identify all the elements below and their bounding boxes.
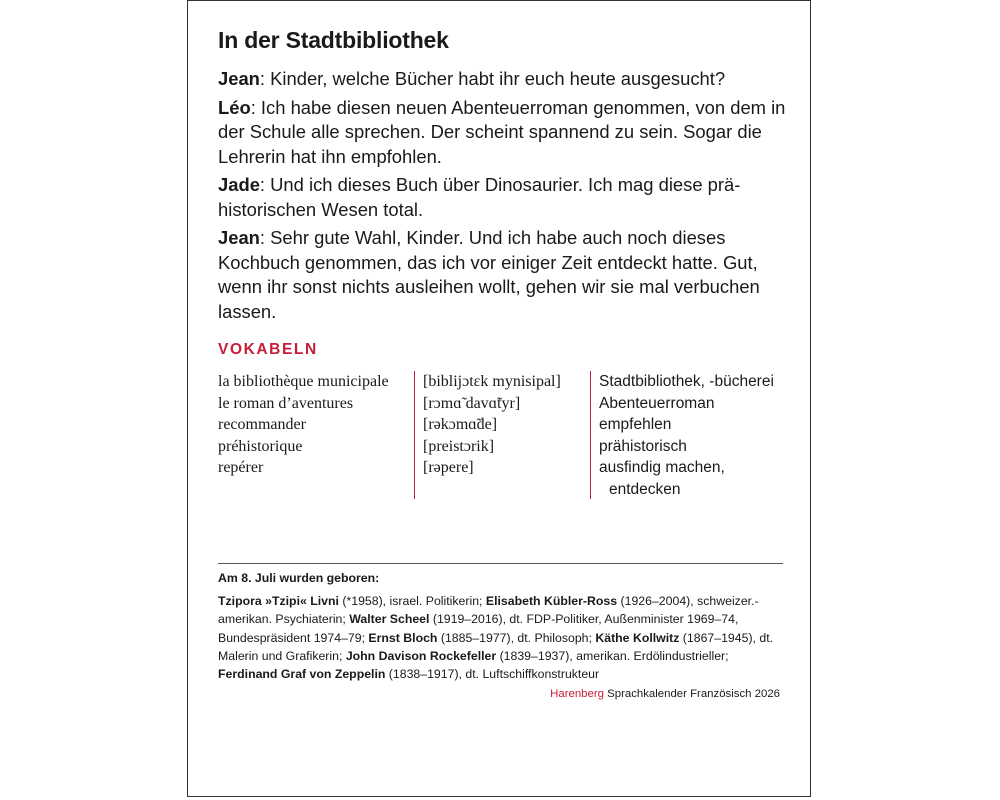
dialogue-text: : Kinder, welche Bücher habt ihr euch heute ausgesucht? xyxy=(259,68,726,89)
vocab-french: recommander xyxy=(218,416,306,433)
calendar-page xyxy=(187,0,811,797)
vocab-german: Stadtbibliothek, -bücherei xyxy=(599,373,774,390)
person-name: John Davison Rockefeller xyxy=(345,648,497,663)
person-desc: (1838–1917), dt. Luftschiffkonstrukteur xyxy=(385,667,600,682)
person-name: Walter Scheel xyxy=(349,612,430,627)
footer-text: Sprachkalender Französisch 2026 xyxy=(603,688,780,700)
person-name: Käthe Kollwitz xyxy=(595,630,680,645)
person-desc: (*1958), israel. Politikerin; xyxy=(338,594,486,608)
vocab-german: ausfindig machen, xyxy=(599,459,725,476)
section-divider xyxy=(218,563,783,564)
vocab-french: repérer xyxy=(218,459,264,476)
person-name: Tzipora »Tzipi« Livni xyxy=(218,594,339,608)
person-desc: (1926–2004), schweizer.-amerikan. Psychiaterin; xyxy=(218,594,759,627)
dialogue-turn xyxy=(218,173,793,222)
vocab-french-column xyxy=(218,371,414,499)
speaker-name: Jade xyxy=(218,174,260,195)
dialogue-text: : Und ich dieses Buch über Dinosaurier. Ich mag diese prähistorischen Wesen total. xyxy=(218,174,741,220)
vocab-french: le roman d’aventures xyxy=(218,394,354,412)
page-title: In der Stadtbibliothek xyxy=(218,27,449,53)
person-desc: (1885–1977), dt. Philosoph; xyxy=(437,630,596,645)
person-desc: (1839–1937), amerikan. Erdölindustrieller; xyxy=(496,648,729,663)
vocabulary-heading: VOKABELN xyxy=(218,341,318,358)
dialogue-turn xyxy=(218,96,793,170)
vocab-ipa: [rəpere] xyxy=(423,459,474,476)
vocab-ipa: [preistɔrik] xyxy=(423,437,495,455)
person-name: Elisabeth Kübler-Ross xyxy=(485,594,618,608)
vocab-german-column xyxy=(590,371,793,499)
dialogue xyxy=(218,67,793,328)
vocab-ipa: [biblijɔtɛk mynisipal] xyxy=(423,373,561,390)
vocab-ipa: [rəkɔmɑ̃de] xyxy=(423,416,498,433)
birthdays-heading: Am 8. Juli wurden geboren: xyxy=(218,571,380,585)
dialogue-text: : Ich habe diesen neuen Abenteuerroman genommen, von dem in der Schule alle sprechen. Der scheint spannend zu sein. Sogar die Lehrerin hat ihn empfohlen. xyxy=(218,96,786,167)
person-name: Ferdinand Graf von Zeppelin xyxy=(218,667,386,682)
vocabulary-table xyxy=(218,371,793,499)
dialogue-text: : Sehr gute Wahl, Kinder. Und ich habe auch noch dieses Kochbuch genommen, das ich vor einiger Zeit entdeckt hatte. Gut, wenn ihr sonst nichts ausleihen wollt, gehen wir sie mal verbuchen lassen. xyxy=(218,227,760,322)
speaker-name: Jean xyxy=(218,227,260,248)
vocab-german: Abenteuerroman xyxy=(599,394,715,412)
vocab-french: préhistorique xyxy=(218,437,303,455)
speaker-name: Léo xyxy=(218,96,251,118)
dialogue-turn xyxy=(218,226,793,324)
footer-credit xyxy=(550,688,780,700)
person-desc: (1867–1945), dt. Malerin und Grafikerin; xyxy=(218,630,774,663)
vocab-german: empfehlen xyxy=(599,416,672,433)
birthdays-list xyxy=(218,592,785,683)
vocab-ipa: [rɔmɑ̃ davɑ̃tyr] xyxy=(423,394,521,412)
vocab-german: prähistorisch xyxy=(599,437,687,455)
vocab-french: la bibliothèque municipale xyxy=(218,373,389,390)
brand-name: Harenberg xyxy=(550,688,604,700)
dialogue-turn xyxy=(218,67,793,92)
vocab-ipa-column xyxy=(414,371,592,499)
person-desc: (1919–2016), dt. FDP-Politiker, Außenminister 1969–74, Bundespräsident 1974–79; xyxy=(218,612,739,645)
person-name: Ernst Bloch xyxy=(368,630,438,645)
vocab-german-continuation: entdecken xyxy=(609,480,681,498)
speaker-name: Jean xyxy=(218,68,260,89)
